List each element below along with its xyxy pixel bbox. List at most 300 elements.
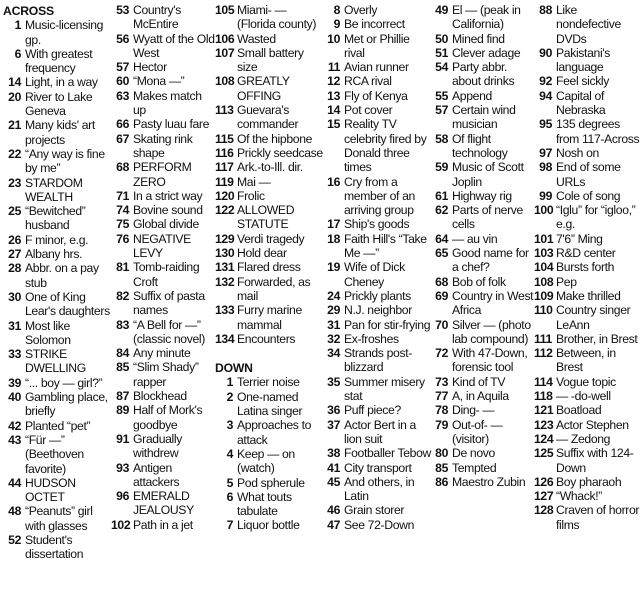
clue-item (111, 289, 217, 318)
clue-item (215, 160, 325, 174)
clue-item (3, 390, 113, 419)
clue-number: 95 (539, 117, 552, 132)
clue-number: 16 (327, 174, 340, 189)
clue-text: Country's McEntire (133, 3, 181, 32)
clue-item (322, 518, 432, 532)
clue-item (215, 203, 325, 232)
clue-item (430, 160, 537, 189)
clue-number: 124 (534, 431, 554, 446)
clue-text: Pep (556, 274, 577, 289)
clue-number: 73 (435, 374, 448, 389)
clue-item (322, 232, 432, 261)
clue-item (534, 46, 640, 75)
clue-item (3, 18, 113, 47)
clue-item (534, 89, 640, 118)
clue-number: 93 (116, 460, 129, 475)
clue-item (111, 74, 217, 88)
clue-number: 53 (116, 3, 129, 17)
clue-item (215, 3, 325, 32)
clue-text: Approaches to attack (237, 418, 312, 447)
clue-item (430, 232, 537, 246)
clue-item (430, 203, 537, 232)
clue-number: 106 (215, 31, 235, 46)
clue-text: — au vin (452, 231, 498, 246)
clue-number: 102 (111, 517, 131, 532)
clue-number: 130 (215, 246, 235, 261)
clue-text: In a strict way (133, 188, 203, 203)
clue-text: De novo (452, 446, 495, 461)
clue-text: Suffix of pasta names (133, 288, 205, 318)
clue-text: Party abbr. about drinks (452, 60, 515, 89)
clue-item (534, 503, 640, 532)
clue-text: Prickly plants (344, 288, 411, 303)
clue-number: 35 (327, 374, 340, 389)
clue-text: Abbr. on a pay stub (25, 261, 99, 290)
clue-number: 51 (435, 45, 448, 60)
clue-text: Liquor bottle (237, 518, 300, 533)
clue-number: 12 (327, 74, 340, 89)
clue-item (322, 217, 432, 231)
clue-text: Like nondefective DVDs (556, 3, 621, 46)
clue-number: 107 (215, 45, 235, 60)
clue-text: Forwarded, as mail (237, 274, 311, 303)
clue-number: 45 (327, 474, 340, 489)
clue-number: 6 (14, 46, 21, 61)
clue-column (430, 3, 537, 489)
clue-text: PERFORM ZERO (133, 160, 192, 189)
clue-number: 118 (534, 389, 553, 404)
clue-text: “Whack!” (556, 489, 602, 504)
clue-text: Albany hrs. (25, 247, 83, 262)
clue-text: Boy pharaoh (556, 474, 622, 489)
clue-text: A, in Aquila (452, 389, 509, 404)
clue-item (111, 203, 217, 217)
clue-number: 72 (435, 346, 448, 361)
clue-number: 10 (327, 31, 340, 46)
clue-text: — -do-well (556, 389, 611, 404)
clue-number: 85 (116, 360, 129, 375)
clue-text: Wife of Dick Cheney (344, 260, 405, 289)
clue-number: 17 (327, 217, 340, 232)
clue-text: Any minute (133, 346, 191, 361)
clue-item (215, 303, 325, 332)
clue-number: 68 (116, 160, 129, 175)
clue-text: Kind of TV (452, 374, 506, 389)
clue-item (215, 46, 325, 75)
clue-item (215, 74, 325, 103)
clue-number: 23 (8, 175, 21, 190)
clue-text: Met or Phillie rival (344, 31, 410, 60)
clue-item (215, 103, 325, 132)
clue-text: Prickly seedcase (237, 145, 323, 160)
clue-number: 46 (327, 503, 340, 518)
clue-item (534, 446, 640, 475)
clue-text: “... boy — girl?” (25, 375, 103, 390)
clue-item (534, 74, 640, 88)
clue-item (322, 260, 432, 289)
clue-number: 6 (226, 489, 233, 504)
clue-number: 69 (435, 288, 448, 303)
clue-number: 131 (215, 260, 235, 275)
clue-number: 37 (327, 417, 340, 432)
clue-item (215, 418, 325, 447)
clue-number: 112 (534, 346, 553, 361)
clue-item (534, 375, 640, 389)
clue-number: 114 (534, 374, 553, 389)
clue-item (322, 17, 432, 31)
clue-text: 7'6” Ming (556, 231, 603, 246)
clue-item (111, 318, 217, 347)
clue-number: 87 (116, 389, 129, 404)
clue-text: “Mona —” (133, 74, 185, 89)
clue-item (3, 433, 113, 476)
clue-number: 32 (327, 331, 340, 346)
clue-number: 40 (8, 390, 21, 405)
clue-number: 57 (435, 103, 448, 118)
clue-item (430, 60, 537, 89)
clue-item (430, 46, 537, 60)
clue-number: 133 (215, 303, 235, 318)
clue-item (534, 389, 640, 403)
clue-number: 127 (534, 489, 554, 504)
clue-number: 65 (435, 246, 448, 261)
clue-item (534, 418, 640, 432)
clue-item (430, 389, 537, 403)
clue-text: “Any way is fine by me” (25, 146, 105, 176)
down-heading: DOWN (215, 361, 253, 376)
clue-number: 15 (327, 117, 340, 132)
clue-item (215, 246, 325, 260)
clue-item (3, 261, 113, 290)
clue-number: 44 (8, 475, 21, 490)
clue-item (534, 346, 640, 375)
clue-item (3, 75, 113, 89)
clue-number: 92 (539, 74, 552, 89)
clue-text: Student's dissertation (25, 532, 84, 562)
clue-text: Country singer LeAnn (556, 303, 631, 332)
clue-number: 28 (8, 261, 21, 276)
clue-text: Brother, in Brest (556, 331, 638, 346)
clue-item (215, 390, 325, 419)
clue-text: See 72-Down (344, 517, 414, 532)
clue-item (322, 332, 432, 346)
clue-text: Hector (133, 60, 167, 75)
clue-text: Highway rig (452, 188, 512, 203)
clue-item (322, 503, 432, 517)
clue-text: Boatload (556, 403, 602, 418)
clue-item (534, 475, 640, 489)
clue-text: Certain wind musician (452, 103, 516, 132)
clue-item (534, 275, 640, 289)
clue-item (534, 260, 640, 274)
clue-text: End of some URLs (556, 160, 621, 189)
clue-text: With 47-Down, forensic tool (452, 346, 528, 375)
clue-text: Half of Mork's goodbye (133, 403, 203, 432)
clue-number: 98 (539, 160, 552, 175)
clue-number: 13 (327, 88, 340, 103)
clue-item (322, 289, 432, 303)
clue-number: 86 (435, 474, 448, 489)
clue-text: Nosh on (556, 145, 599, 160)
clue-number: 24 (327, 288, 340, 303)
clue-number: 68 (435, 274, 448, 289)
clue-number: 38 (327, 446, 340, 461)
clue-number: 56 (116, 31, 129, 46)
clue-text: Silver — (photo lab compound) (452, 317, 531, 346)
clue-number: 61 (435, 188, 448, 203)
clue-number: 60 (116, 74, 129, 89)
clue-item (3, 90, 113, 119)
clue-text: Miami- — (Florida county) (237, 3, 317, 32)
clue-text: Global divide (133, 217, 199, 232)
clue-number: 115 (215, 131, 234, 146)
clue-text: One-named Latina singer (237, 389, 303, 419)
clue-text: Bovine sound (133, 203, 203, 218)
clue-text: Gambling place, briefly (25, 390, 108, 419)
clue-text: Terrier noise (237, 375, 300, 390)
clue-item (430, 3, 537, 32)
clue-number: 94 (539, 88, 552, 103)
clue-number: 117 (215, 160, 234, 175)
clue-number: 101 (534, 231, 554, 246)
clue-text: “Bewitched” husband (25, 204, 86, 233)
clue-number: 11 (327, 60, 340, 75)
clue-column (322, 3, 432, 532)
clue-text: STRIKE DWELLING (25, 347, 86, 376)
clue-number: 110 (534, 303, 553, 318)
clue-number: 27 (8, 247, 21, 262)
clue-item (111, 346, 217, 360)
clue-text: Ship's goods (344, 217, 410, 232)
clue-item (3, 118, 113, 147)
clue-text: NEGATIVE LEVY (133, 231, 191, 261)
clue-number: 62 (435, 203, 448, 218)
clue-item (111, 518, 217, 532)
clue-item (3, 147, 113, 176)
clue-item (3, 290, 113, 319)
clue-item (322, 3, 432, 17)
clue-number: 1 (226, 375, 233, 390)
clue-number: 71 (116, 188, 129, 203)
clue-number: 59 (435, 160, 448, 175)
clue-item (3, 233, 113, 247)
clue-number: 116 (215, 145, 234, 160)
clue-text: Parts of nerve cells (452, 203, 523, 232)
clue-number: 109 (534, 288, 554, 303)
clue-item (322, 303, 432, 317)
clue-text: STARDOM WEALTH (25, 175, 83, 204)
clue-number: 7 (226, 518, 233, 533)
clue-number: 4 (226, 446, 233, 461)
clue-text: Pot cover (344, 103, 393, 118)
clue-text: Pakistani's language (556, 45, 611, 75)
clue-item (215, 447, 325, 476)
clue-number: 99 (539, 188, 552, 203)
clue-number: 103 (534, 246, 554, 261)
clue-number: 113 (215, 103, 234, 118)
clue-item (430, 246, 537, 275)
clue-number: 90 (539, 45, 552, 60)
clue-number: 80 (435, 446, 448, 461)
clue-item (111, 32, 217, 61)
clue-text: Light, in a way (25, 75, 98, 90)
clue-text: Pasty luau fare (133, 117, 210, 132)
clue-text: Gradually withdrew (133, 431, 183, 461)
clue-text: Mai — (237, 174, 271, 189)
clue-item (111, 160, 217, 189)
clue-number: 8 (333, 3, 340, 17)
clue-text: El — (peak in California) (452, 3, 521, 32)
clue-text: Verdi tragedy (237, 231, 305, 246)
clue-text: ALLOWED STATUTE (237, 203, 295, 232)
clue-text: Path in a jet (133, 517, 193, 532)
clue-text: Make thrilled (556, 288, 621, 303)
clue-text: Ding- — (452, 403, 495, 418)
clue-item (534, 146, 640, 160)
clue-text: “Für —” (Beethoven favorite) (25, 432, 84, 476)
clue-item (534, 303, 640, 332)
clue-item (215, 232, 325, 246)
clue-number: 122 (215, 203, 235, 218)
clue-text: Bursts forth (556, 260, 615, 275)
clue-item (215, 32, 325, 46)
clue-text: Reality TV celebrity fired by Donald three times (344, 117, 427, 175)
clue-item (322, 32, 432, 61)
clue-item (534, 489, 640, 503)
clue-number: 75 (116, 217, 129, 232)
clue-item (430, 346, 537, 375)
clue-item (430, 461, 537, 475)
clue-column (534, 3, 640, 532)
clue-item (534, 203, 640, 232)
clue-column (111, 3, 217, 532)
clue-item (111, 3, 217, 32)
clue-item (534, 3, 640, 46)
clue-number: 89 (116, 403, 129, 418)
clue-text: Cole of song (556, 188, 621, 203)
clue-item (111, 260, 217, 289)
clue-number: 100 (534, 203, 554, 218)
clue-number: 125 (534, 446, 554, 461)
clue-text: Tempted (452, 460, 497, 475)
clue-text: N.J. neighbor (344, 303, 412, 318)
clue-item (215, 146, 325, 160)
clue-number: 47 (327, 517, 340, 532)
clue-text: Be incorrect (344, 17, 405, 32)
clue-column (215, 3, 325, 533)
clue-number: 5 (226, 475, 233, 490)
clue-text: Puff piece? (344, 403, 401, 418)
clue-text: Blockhead (133, 389, 187, 404)
clue-number: 36 (327, 403, 340, 418)
clue-text: Append (452, 88, 492, 103)
clue-text: Avian runner (344, 60, 409, 75)
clue-text: Ex-froshes (344, 331, 399, 346)
clue-item (322, 403, 432, 417)
clue-number: 121 (534, 403, 554, 418)
clue-number: 128 (534, 503, 554, 518)
clue-item (322, 446, 432, 460)
clue-text: R&D center (556, 246, 616, 261)
clue-item (3, 176, 113, 205)
clue-text: Pod spherule (237, 475, 305, 490)
clue-item (215, 132, 325, 146)
clue-number: 22 (8, 146, 21, 161)
clue-item (111, 360, 217, 389)
clue-text: GREATLY OFFING (237, 74, 290, 103)
clue-number: 64 (435, 231, 448, 246)
clue-number: 91 (116, 431, 129, 446)
clue-number: 34 (327, 346, 340, 361)
clue-text: Encounters (237, 331, 296, 346)
clue-text: Capital of Nebraska (556, 88, 606, 118)
clue-number: 111 (534, 331, 552, 346)
clue-text: Makes match up (133, 88, 202, 118)
clue-number: 39 (8, 375, 21, 390)
clue-item (322, 346, 432, 375)
clue-number: 66 (116, 117, 129, 132)
clue-text: What touts tabulate (237, 489, 292, 519)
clue-text: — Zedong (556, 431, 611, 446)
clue-text: F minor, e.g. (25, 232, 89, 247)
clue-item (534, 289, 640, 303)
clue-number: 74 (116, 203, 129, 218)
clue-text: Keep — on (watch) (237, 446, 295, 476)
clue-item (111, 461, 217, 490)
clue-number: 30 (8, 289, 21, 304)
clue-column (3, 3, 113, 562)
clue-text: Footballer Tebow (344, 446, 431, 461)
clue-item (3, 47, 113, 76)
clue-text: Frolic (237, 188, 265, 203)
clue-number: 120 (215, 188, 235, 203)
clue-text: Wyatt of the Old West (133, 31, 215, 60)
clue-text: Country in West Africa (452, 288, 534, 318)
clue-number: 83 (116, 317, 129, 332)
clue-number: 129 (215, 231, 235, 246)
clue-item (430, 89, 537, 103)
clue-item (322, 103, 432, 117)
clue-item (3, 504, 113, 533)
clue-item (215, 518, 325, 532)
clue-number: 33 (8, 347, 21, 362)
clue-text: “Peanuts” girl with glasses (25, 504, 93, 533)
clue-item (3, 319, 113, 348)
clue-number: 49 (435, 3, 448, 17)
clue-text: Faith Hill's “Take Me —” (344, 231, 427, 261)
clue-number: 88 (539, 3, 552, 17)
clue-item (430, 275, 537, 289)
clue-text: Vogue topic (556, 374, 616, 389)
clue-number: 1 (14, 18, 21, 33)
clue-number: 31 (327, 317, 340, 332)
clue-number: 104 (534, 260, 554, 275)
clue-number: 25 (8, 204, 21, 219)
clue-item (322, 418, 432, 447)
clue-number: 77 (435, 389, 448, 404)
clue-text: Maestro Zubin (452, 474, 526, 489)
clue-text: Between, in Brest (556, 346, 616, 375)
clue-number: 85 (435, 460, 448, 475)
clue-number: 43 (8, 432, 21, 447)
clue-text: Tomb-raiding Croft (133, 260, 200, 289)
clue-item (215, 260, 325, 274)
clue-item (111, 117, 217, 131)
clue-item (111, 432, 217, 461)
clue-number: 63 (116, 88, 129, 103)
clue-text: Furry marine mammal (237, 303, 302, 332)
clue-number: 14 (327, 103, 340, 118)
